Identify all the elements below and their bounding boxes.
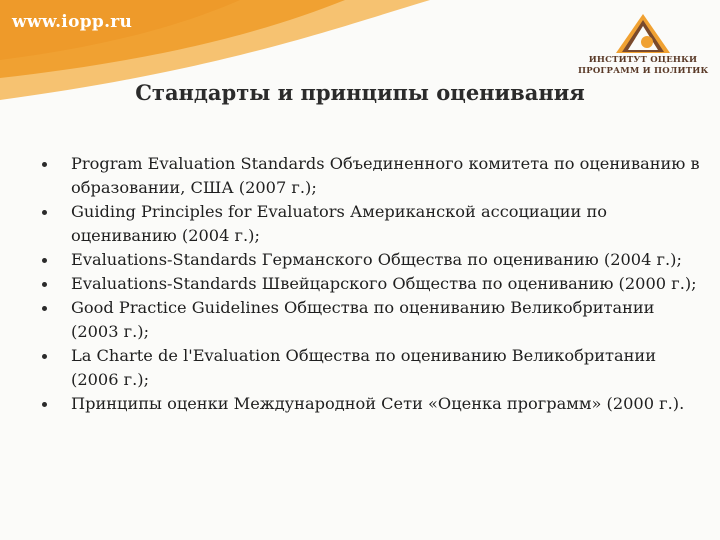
list-item-text: Evaluations-Standards Германского Общества по оцениванию (2004 г.);: [71, 250, 682, 269]
list-item-text: Program Evaluation Standards Объединенного комитета по оцениванию в образовании, США (2007 г.);: [71, 154, 700, 197]
list-item: [40, 392, 700, 416]
list-item: [40, 344, 700, 392]
bullet-icon: [42, 258, 47, 263]
list-item-text: Guiding Principles for Evaluators Американской ассоциации по оцениванию (2004 г.);: [71, 202, 608, 245]
list-item-text: Evaluations-Standards Швейцарского Общества по оцениванию (2000 г.);: [71, 274, 697, 293]
bullet-icon: [42, 162, 47, 167]
bullet-icon: [42, 306, 47, 311]
standards-list: [40, 152, 700, 416]
list-item-text: La Charte de l'Evaluation Общества по оцениванию Великобритании (2006 г.);: [71, 346, 656, 389]
bullet-icon: [42, 354, 47, 359]
list-item: [40, 296, 700, 344]
bullet-icon: [42, 282, 47, 287]
list-item: [40, 200, 700, 248]
bullet-icon: [42, 210, 47, 215]
triangle-sun-logo-icon: [614, 12, 672, 54]
list-item: [40, 248, 700, 272]
logo-text-line2: ПРОГРАММ И ПОЛИТИК: [578, 66, 709, 76]
site-url: www.iopp.ru: [12, 12, 133, 32]
logo-text-line1: ИНСТИТУТ ОЦЕНКИ: [588, 55, 698, 65]
bullet-icon: [42, 402, 47, 407]
list-item: [40, 272, 700, 296]
list-item: [40, 152, 700, 200]
list-item-text: Принципы оценки Международной Сети «Оценка программ» (2000 г.).: [71, 394, 685, 413]
list-item-text: Good Practice Guidelines Общества по оцениванию Великобритании (2003 г.);: [71, 298, 655, 341]
slide-title: Стандарты и принципы оценивания: [135, 80, 585, 105]
institute-logo: [578, 12, 708, 82]
